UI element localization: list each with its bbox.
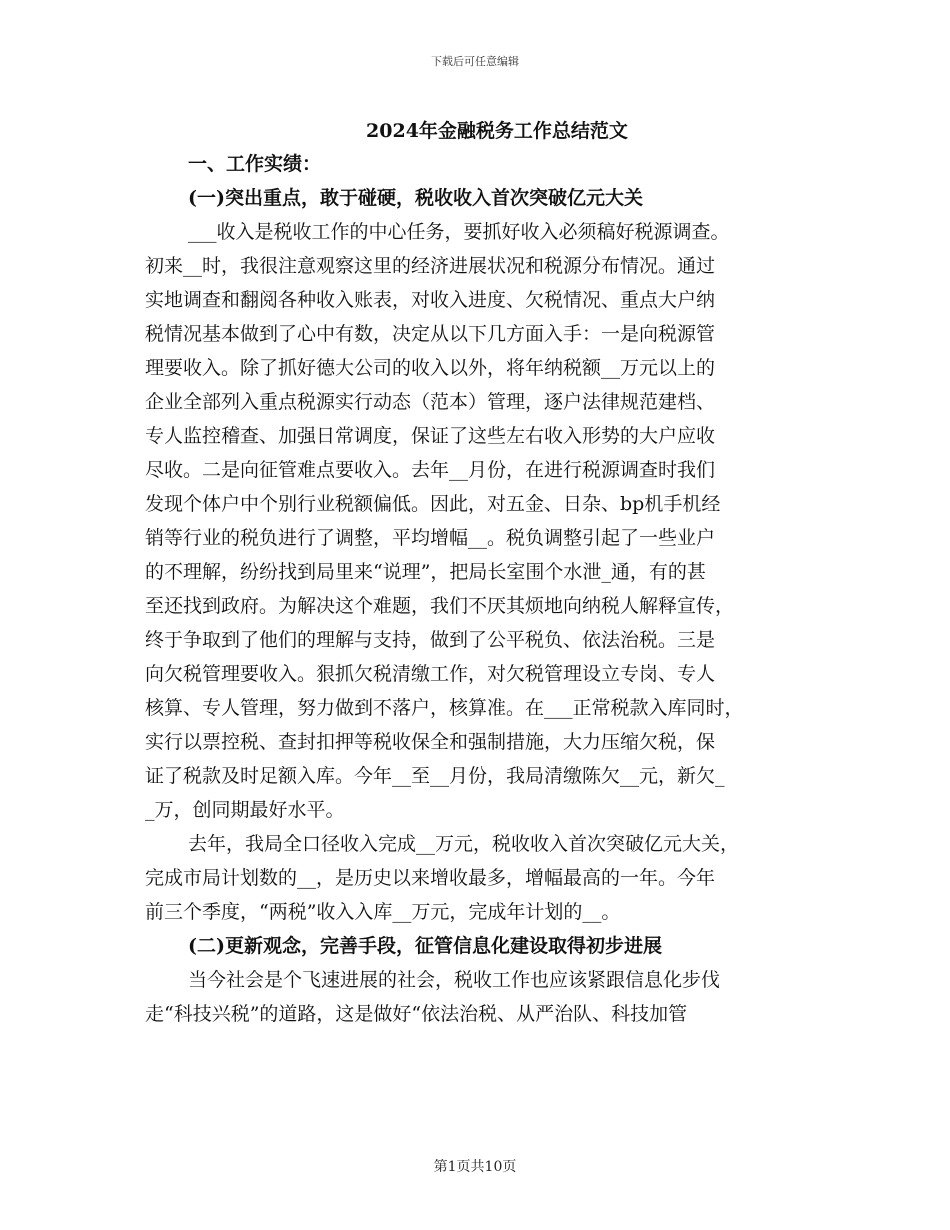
text-line: 走“科技兴税”的道路，这是做好“依法治税、从严治队、科技加管: [145, 1003, 688, 1025]
text-line: 前三个季度，“两税”收入入库__万元，完成年计划的__。: [145, 901, 621, 923]
text-line: 当今社会是个飞速进展的社会，税收工作也应该紧跟信息化步伐: [188, 969, 721, 991]
text-line: 终于争取到了他们的理解与支持，做到了公平税负、依法治税。三是: [145, 629, 716, 651]
text-line: 完成市局计划数的__，是历史以来增收最多，增幅最高的一年。今年: [145, 867, 716, 889]
text-line: 销等行业的税负进行了调整，平均增幅__。税负调整引起了一些业户: [145, 527, 716, 549]
text-line: 专人监控稽查、加强日常调度，保证了这些左右收入形势的大户应收: [145, 425, 716, 447]
text-line: _万，创同期最好水平。: [145, 799, 345, 821]
text-line: 向欠税管理要收入。狠抓欠税清缴工作，对欠税管理设立专岗、专人: [145, 663, 716, 685]
text-line: ___收入是税收工作的中心任务，要抓好收入必须稿好税源调查。: [188, 221, 730, 243]
document-body: [145, 147, 810, 1031]
section-heading: (二)更新观念，完善手段，征管信息化建设取得初步进展: [188, 935, 662, 957]
text-line: 初来__时，我很注意观察这里的经济进展状况和税源分布情况。通过: [145, 255, 716, 277]
text-line: 实地调查和翻阅各种收入账表，对收入进度、欠税情况、重点大户纳: [145, 289, 716, 311]
text-line: 实行以票控税、查封扣押等税收保全和强制措施，大力压缩欠税，保: [145, 731, 716, 753]
text-line: 的不理解，纷纷找到局里来“说理”，把局长室围个水泄_通，有的甚: [145, 561, 706, 583]
header-note: 下载后可任意编辑: [431, 55, 519, 68]
text-line: 税情况基本做到了心中有数，决定从以下几方面入手：一是向税源管: [145, 323, 716, 345]
text-line: 发现个体户中个别行业税额偏低。因此，对五金、日杂、bp机手机经: [145, 493, 721, 515]
text-line: 证了税款及时足额入库。今年__至__月份，我局清缴陈欠__元，新欠_: [145, 765, 725, 787]
text-line: 理要收入。除了抓好德大公司的收入以外，将年纳税额__万元以上的: [145, 357, 716, 379]
text-line: 尽收。二是向征管难点要收入。去年__月份，在进行税源调查时我们: [145, 459, 716, 481]
section-heading: (一)突出重点，敢于碰硬，税收收入首次突破亿元大关: [188, 187, 643, 209]
document-title: 2024年金融税务工作总结范文: [366, 120, 628, 142]
text-line: 企业全部列入重点税源实行动态（范本）管理，逐户法律规范建档、: [145, 391, 716, 413]
section-heading: 一、工作实绩：: [188, 153, 322, 175]
page-number-footer: 第1页共10页: [433, 1159, 517, 1175]
text-line: 核算、专人管理，努力做到不落户，核算准。在___正常税款入库同时，: [145, 697, 744, 719]
text-line: 去年，我局全口径收入完成__万元，税收收入首次突破亿元大关，: [188, 833, 740, 855]
text-line: 至还找到政府。为解决这个难题，我们不厌其烦地向纳税人解释宣传，: [145, 595, 735, 617]
